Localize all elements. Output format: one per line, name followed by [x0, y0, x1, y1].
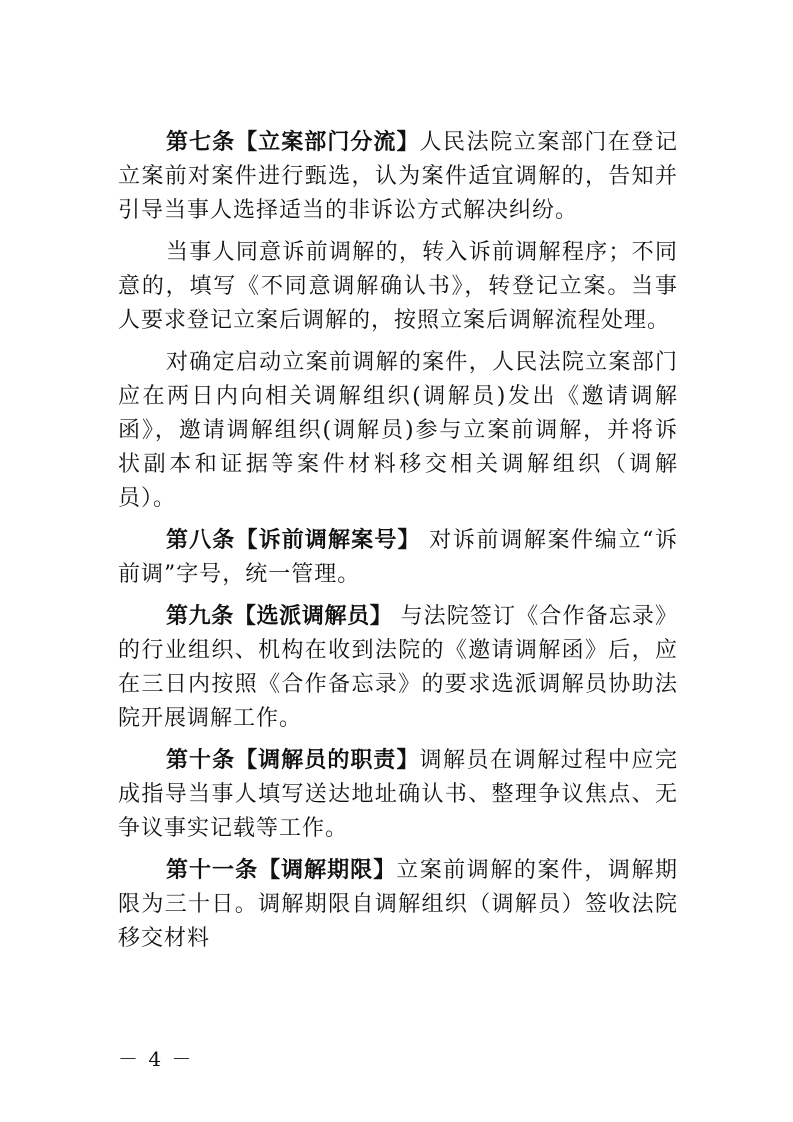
article-7-text-2: 当事人同意诉前调解的，转入诉前调解程序；不同意的，填写《不同意调解确认书》，转登记立案。当事人要求登记立案后调解的，按照立案后调解流程处理。 — [118, 240, 678, 333]
article-7-heading: 第七条【立案部门分流】 — [166, 130, 420, 155]
article-7-paragraph-3 — [118, 346, 678, 516]
article-11-text: 立案前调解的案件，调解期限为三十日。调解期限自调解组织（调解员）签收法院移交材料 — [118, 858, 678, 951]
article-8-text: 对诉前调解案件编立“诉前调”字号，统一管理。 — [118, 528, 678, 587]
article-7-text: 人民法院立案部门在登记立案前对案件进行甄选，认为案件适宜调解的，告知并引导当事人选择适当的非诉讼方式解决纠纷。 — [118, 130, 678, 223]
page-number: － 4 － — [118, 1047, 194, 1071]
article-9-heading: 第九条【选派调解员】 — [166, 604, 393, 629]
article-7-text-3: 对确定启动立案前调解的案件，人民法院立案部门应在两日内向相关调解组织(调解员)发出《邀请调解函》，邀请调解组织(调解员)参与立案前调解，并将诉状副本和证据等案件材料移交相关调解组织（调解员）。 — [118, 350, 678, 511]
article-9-text: 与法院签订《合作备忘录》的行业组织、机构在收到法院的《邀请调解函》后，应在三日内按照《合作备忘录》的要求选派调解员协助法院开展调解工作。 — [118, 604, 678, 731]
article-10-text: 调解员在调解过程中应完成指导当事人填写送达地址确认书、整理争议焦点、无争议事实记载等工作。 — [118, 748, 678, 841]
document-body — [118, 126, 678, 962]
article-9-paragraph — [118, 600, 678, 736]
article-7-paragraph — [118, 126, 678, 228]
article-8-heading: 第八条【诉前调解案号】 — [166, 528, 421, 553]
article-11-heading: 第十一条【调解期限】 — [166, 858, 397, 883]
article-10-paragraph — [118, 744, 678, 846]
article-8-paragraph — [118, 524, 678, 592]
article-10-heading: 第十条【调解员的职责】 — [166, 748, 420, 773]
article-7-paragraph-2 — [118, 236, 678, 338]
article-11-paragraph — [118, 854, 678, 956]
